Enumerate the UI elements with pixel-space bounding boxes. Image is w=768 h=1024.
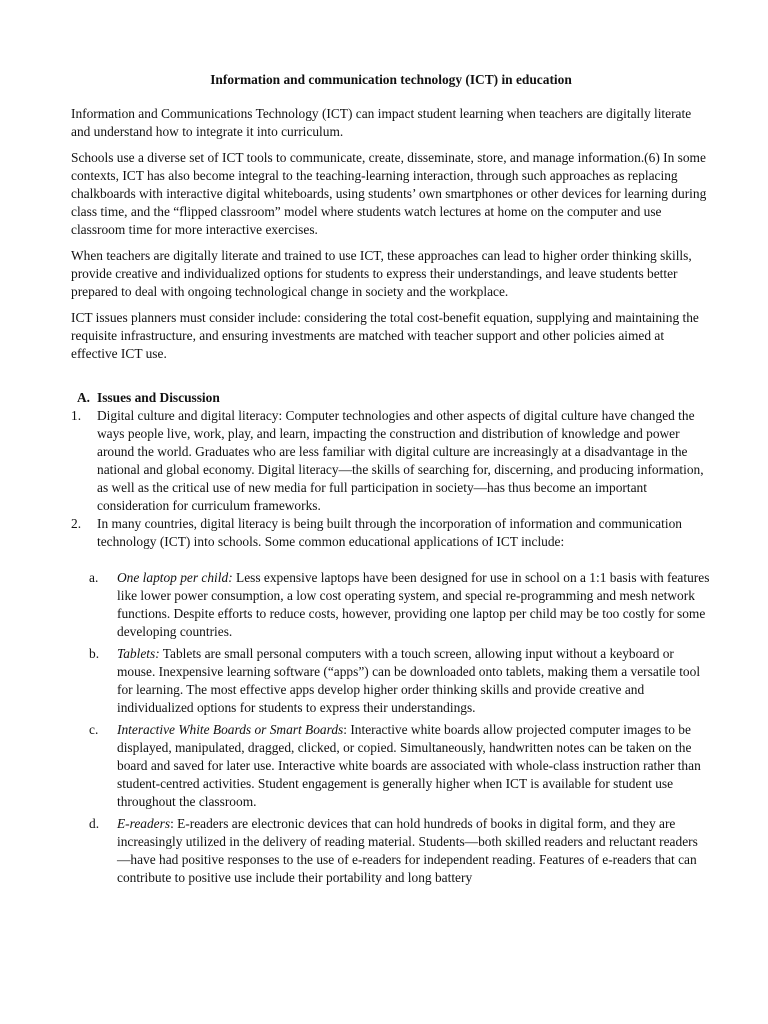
list-item-text: Digital culture and digital literacy: Computer technologies and other aspects of digital culture have changed the ways people live, work, play, and learn, impacting the construction and distribution of knowledge and power around the world. Graduates who are less familiar with digital culture are increasingly at a disadvantage in the national and global economy. Digital literacy—the skills of searching for, discerning, and producing information, as well as the critical use of new media for full participation in society—has thus become an important consideration for curriculum frameworks.: [97, 408, 704, 513]
sublist-item-letter: a.: [89, 570, 99, 585]
sublist-item: [89, 569, 711, 641]
sublist-item-term: Tablets:: [117, 646, 160, 661]
list-item: [71, 515, 711, 551]
sublist-item-term: E-readers: [117, 816, 171, 831]
intro-paragraph-1: Information and Communications Technology (ICT) can impact student learning when teachers are digitally literate and understand how to integrate it into curriculum.: [71, 106, 692, 139]
sublist-item-body: [117, 569, 711, 641]
sublist-item-body: [117, 815, 711, 887]
document-page: [71, 71, 711, 891]
sublist-item-text: : E-readers are electronic devices that can hold hundreds of books in digital form, and they are increasingly utilized in the delivery of reading material. Students—both skilled readers and reluctant readers—have had positive responses to the use of e-readers for independent reading. Features of e-readers that can contribute to positive use include their portability and long battery: [117, 816, 698, 885]
sublist-item-term: One laptop per child:: [117, 570, 233, 585]
sublist-item: [89, 721, 711, 811]
sublist-item-term: Interactive White Boards or Smart Boards: [117, 722, 344, 737]
sublist-item: [89, 815, 711, 887]
sublist-item-letter: b.: [89, 646, 100, 661]
sublist-item-letter: c.: [89, 722, 99, 737]
sublist-item-text: : Interactive white boards allow projected computer images to be displayed, manipulated, dragged, clicked, or copied. Simultaneously, handwritten notes can be taken on the board and saved for later use. Interactive white boards are associated with whole-class instruction rather than student-centred activities. Student engagement is generally higher when ICT is available for student use throughout the classroom.: [117, 722, 701, 809]
intro-paragraph-4: ICT issues planners must consider include: considering the total cost-benefit equation, supplying and maintaining the requisite infrastructure, and ensuring investments are matched with teacher support and other policies aimed at effective ICT use.: [71, 310, 699, 361]
list-item-number: 1.: [71, 408, 82, 423]
sublist: [89, 569, 711, 887]
intro-paragraph-3: When teachers are digitally literate and trained to use ICT, these approaches can lead to higher order thinking skills, provide creative and individualized options for students to express their understandings, and leave students better prepared to deal with ongoing technological change in society and the workplace.: [71, 248, 692, 299]
sublist-item: [89, 645, 711, 717]
section-title: Issues and Discussion: [97, 390, 220, 405]
intro-paragraph-2: Schools use a diverse set of ICT tools to communicate, create, disseminate, store, and manage information.(6) In some contexts, ICT has also become integral to the teaching-learning interaction, through such approaches as replacing chalkboards with interactive digital whiteboards, using students’ own smartphones or other devices for learning during class time, and the “flipped classroom” model where students watch lectures at home on the computer and use classroom time for more interactive exercises.: [71, 150, 707, 237]
sublist-item-letter: d.: [89, 816, 100, 831]
list-item-text: In many countries, digital literacy is being built through the incorporation of information and communication technology (ICT) into schools. Some common educational applications of ICT include:: [97, 516, 682, 549]
document-title: Information and communication technology (ICT) in education: [210, 72, 572, 87]
sublist-item-text: Tablets are small personal computers with a touch screen, allowing input without a keyboard or mouse. Inexpensive learning software (“apps”) can be downloaded onto tablets, making them a versatile tool for learning. The most effective apps develop higher order thinking skills and provide creative and individualized options for students to express their understandings.: [117, 646, 701, 715]
section-heading: [71, 389, 711, 407]
section-marker: A.: [77, 390, 91, 405]
sublist-item-body: [117, 645, 711, 717]
sublist-item-text: Less expensive laptops have been designed for use in school on a 1:1 basis with features like lower power consumption, a low cost operating system, and special re-programming and mesh network functions. Despite efforts to reduce costs, however, providing one laptop per child may be too costly for some developing countries.: [117, 570, 710, 639]
list-item: [71, 407, 711, 515]
list-item-number: 2.: [71, 516, 82, 531]
sublist-item-body: [117, 721, 711, 811]
